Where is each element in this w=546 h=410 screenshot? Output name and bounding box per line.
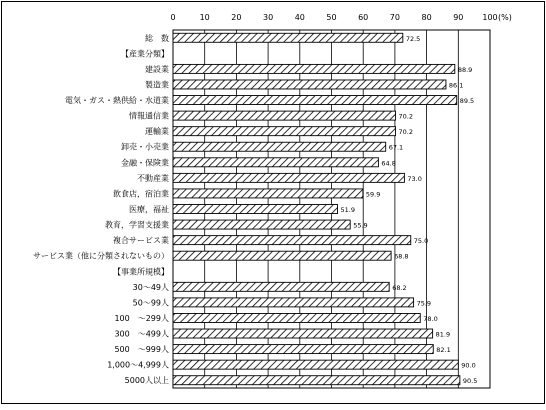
category-label: 金融・保険業 [121,158,169,168]
x-tick-label-0: 0 [170,13,176,22]
category-label: 50〜99人 [132,298,169,308]
x-tick-label-20: 20 [231,13,242,22]
x-tick-label-10: 10 [199,13,210,22]
bar [173,345,433,354]
category-label: 300 〜499人 [114,329,169,339]
x-tick-label-70: 70 [389,13,400,22]
category-label: 30〜49人 [132,282,169,292]
bar [173,96,457,105]
value-label: 86.1 [448,81,464,90]
value-label: 72.5 [405,34,421,43]
bar [173,376,460,385]
value-label: 70.2 [398,112,414,121]
x-tick-label-50: 50 [326,13,337,22]
bar [173,298,414,307]
value-label: 51.9 [340,206,356,214]
chart-frame [2,2,545,404]
bar [173,158,378,167]
value-label: 90.5 [462,377,478,386]
axis-unit-label: (%) [498,13,512,22]
category-label: 製造業 [145,80,169,90]
value-label: 88.9 [457,65,473,74]
value-label: 68.8 [394,252,409,261]
category-label: 卸売・小売業 [121,142,169,152]
bar [173,282,389,291]
value-label: 68.2 [392,283,407,292]
category-label: 建設業 [145,64,169,74]
value-label: 82.1 [436,346,451,355]
value-label: 64.8 [381,159,396,168]
category-label: 複合サービス業 [113,236,169,246]
category-label: 100 〜299人 [114,313,169,323]
category-label: 飲食店，宿泊業 [113,189,169,199]
bar [173,80,446,89]
value-label: 67.1 [388,143,404,152]
category-label: 情報通信業 [129,111,169,121]
x-tick-label-60: 60 [358,13,369,22]
category-label: 500 〜999人 [114,345,169,355]
bar [173,360,458,369]
value-label: 90.0 [461,361,476,370]
x-tick-label-80: 80 [421,13,432,22]
x-tick-label-30: 30 [263,13,274,22]
bar [173,251,391,260]
x-tick-label-100: 100 [482,13,498,22]
category-label: 【事業所規模】 [113,267,169,277]
bar [173,329,433,338]
value-label: 55.9 [353,221,368,230]
value-label: 78.0 [423,314,438,323]
value-label: 59.9 [365,190,381,199]
bar [173,205,338,214]
value-label: 73.0 [407,174,422,183]
category-label: 医療，福祉 [129,205,169,214]
value-label: 75.0 [413,237,429,246]
bar [173,220,350,229]
category-label: 不動産業 [137,173,169,183]
category-label: 教育，学習支援業 [105,220,169,230]
category-label: 運輸業 [145,127,169,137]
category-label: 総 数 [145,33,169,43]
value-label: 81.9 [435,330,451,339]
value-label: 70.2 [398,128,414,137]
bar [173,64,455,73]
bar [173,111,396,120]
value-label: 75.9 [416,299,432,308]
bar [173,142,386,151]
bar [173,189,363,198]
bar [173,127,396,136]
category-label: サービス業（他に分類されないもの） [33,251,169,261]
category-label: 1,000〜4,999人 [107,360,169,370]
category-label: 電気・ガス・熱供給・水道業 [65,96,169,106]
bar [173,236,411,245]
category-label: 【産業分類】 [121,49,169,59]
x-tick-label-90: 90 [453,13,464,22]
bar [173,33,403,42]
value-label: 89.5 [459,97,475,106]
bar [173,173,404,182]
bar [173,313,420,322]
x-tick-label-40: 40 [294,13,305,22]
category-label: 5000人以上 [124,376,169,386]
